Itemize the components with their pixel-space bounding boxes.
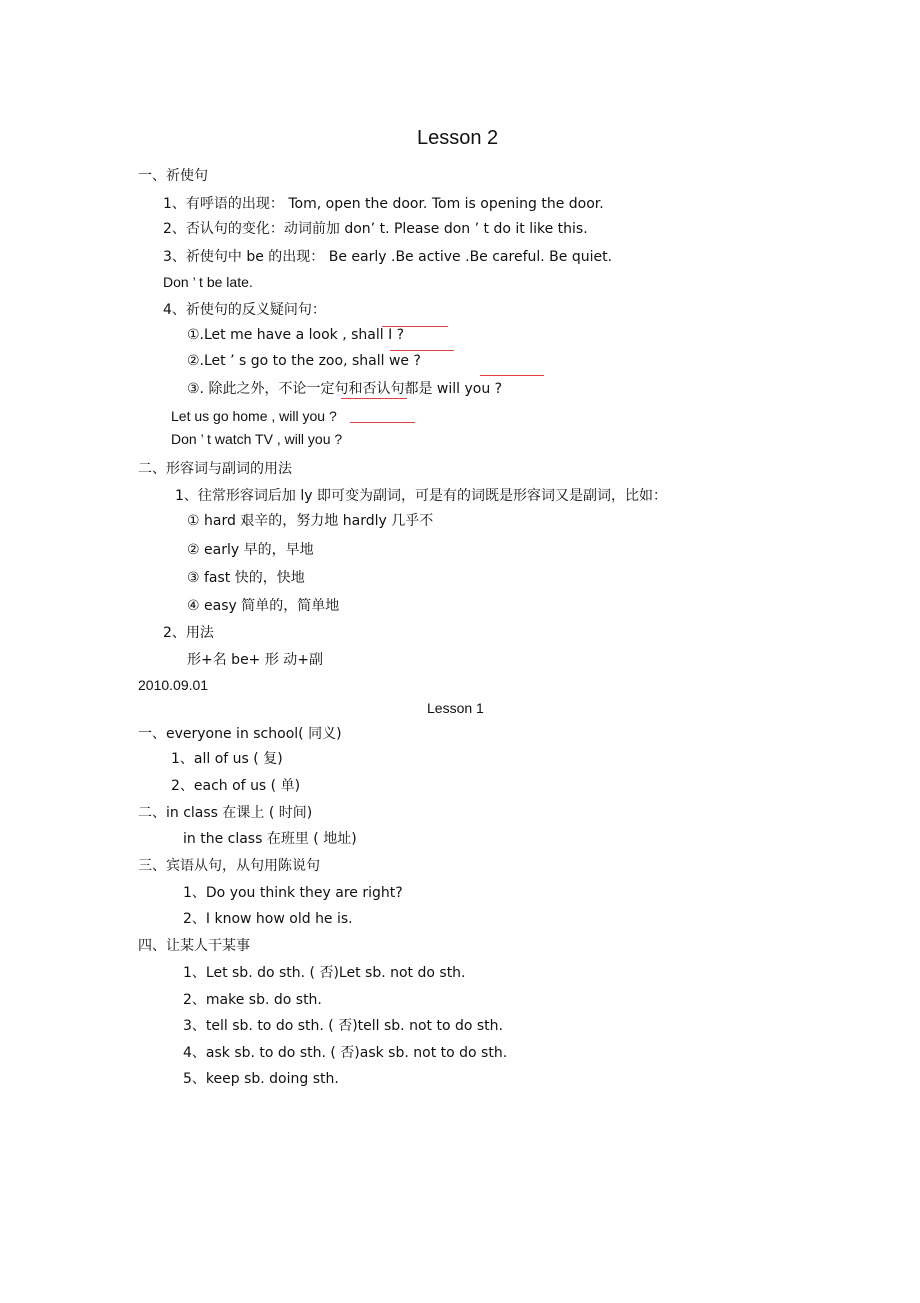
lesson1-section-4-item-4: 4、ask sb. to do sth. ( 否)ask sb. not to do sth. [183,1045,508,1061]
lesson1-section-3: 三、宾语从句，从句用陈说句 [138,858,320,874]
adj-adv-item-1: 1、往常形容词后加 ly 即可变为副词，可是有的词既是形容词又是副词，比如： [175,488,667,504]
lesson1-section-4-item-2: 2、make sb. do sth. [183,992,322,1008]
lesson1-section-4-item-1: 1、Let sb. do sth. ( 否)Let sb. not do sth. [183,965,466,981]
lesson1-section-1: 一、everyone in school( 同义) [138,726,342,742]
tag-question-3: ③. 除此之外，不论一定句和否认句都是 will you ? [187,381,503,397]
lesson1-section-3-item-1: 1、Do you think they are right? [183,885,403,901]
red-underline-3 [480,375,544,376]
tag-example-1: Let us go home , will you ? [171,408,337,424]
lesson1-section-1-item-2: 2、each of us ( 单) [171,778,301,794]
lesson1-section-2: 二、in class 在课上 ( 时间) [138,805,313,821]
tag-question-2: ②.Let ’ s go to the zoo, shall we ? [187,353,421,369]
red-underline-5 [350,422,415,423]
red-underline-4 [341,398,407,399]
lesson1-section-4-item-5: 5、keep sb. doing sth. [183,1071,339,1087]
lesson1-section-4-item-3: 3、tell sb. to do sth. ( 否)tell sb. not to do sth. [183,1018,503,1034]
lesson1-section-2-item-1: in the class 在班里 ( 地址) [183,831,357,847]
red-underline-1 [382,326,448,327]
word-early: ② early 早的，早地 [187,542,314,558]
imperative-item-2: 2、否认句的变化：动词前加 don’ t. Please don ’ t do it like this. [163,221,588,237]
imperative-item-3: 3、祈使句中 be 的出现： Be early .Be active .Be careful. Be quiet. [163,249,613,265]
section-adj-adv-heading: 二、形容词与副词的用法 [138,461,292,477]
lesson1-section-3-item-2: 2、I know how old he is. [183,911,353,927]
adj-adv-item-2: 2、用法 [163,625,214,641]
section-imperative-heading: 一、祈使句 [138,168,208,184]
red-underline-2 [390,350,454,351]
date-line: 2010.09.01 [138,677,209,693]
lesson1-section-1-item-1: 1、all of us ( 复) [171,751,283,767]
tag-question-1: ①.Let me have a look , shall I ? [187,327,405,343]
word-easy: ④ easy 简单的，简单地 [187,598,340,614]
imperative-item-3-cont: Don ’ t be late. [163,274,253,290]
imperative-item-4: 4、祈使句的反义疑问句： [163,302,326,318]
imperative-item-1: 1、有呼语的出现： Tom, open the door. Tom is opening the door. [163,196,604,212]
usage-rules: 形+名 be+ 形 动+副 [187,652,324,668]
tag-example-2: Don ’ t watch TV , will you ? [171,431,343,447]
lesson1-section-4: 四、让某人干某事 [138,938,250,954]
word-fast: ③ fast 快的，快地 [187,570,305,586]
lesson2-title: Lesson 2 [417,127,499,149]
word-hard: ① hard 艰辛的，努力地 hardly 几乎不 [187,513,434,529]
lesson1-title: Lesson 1 [427,700,484,716]
